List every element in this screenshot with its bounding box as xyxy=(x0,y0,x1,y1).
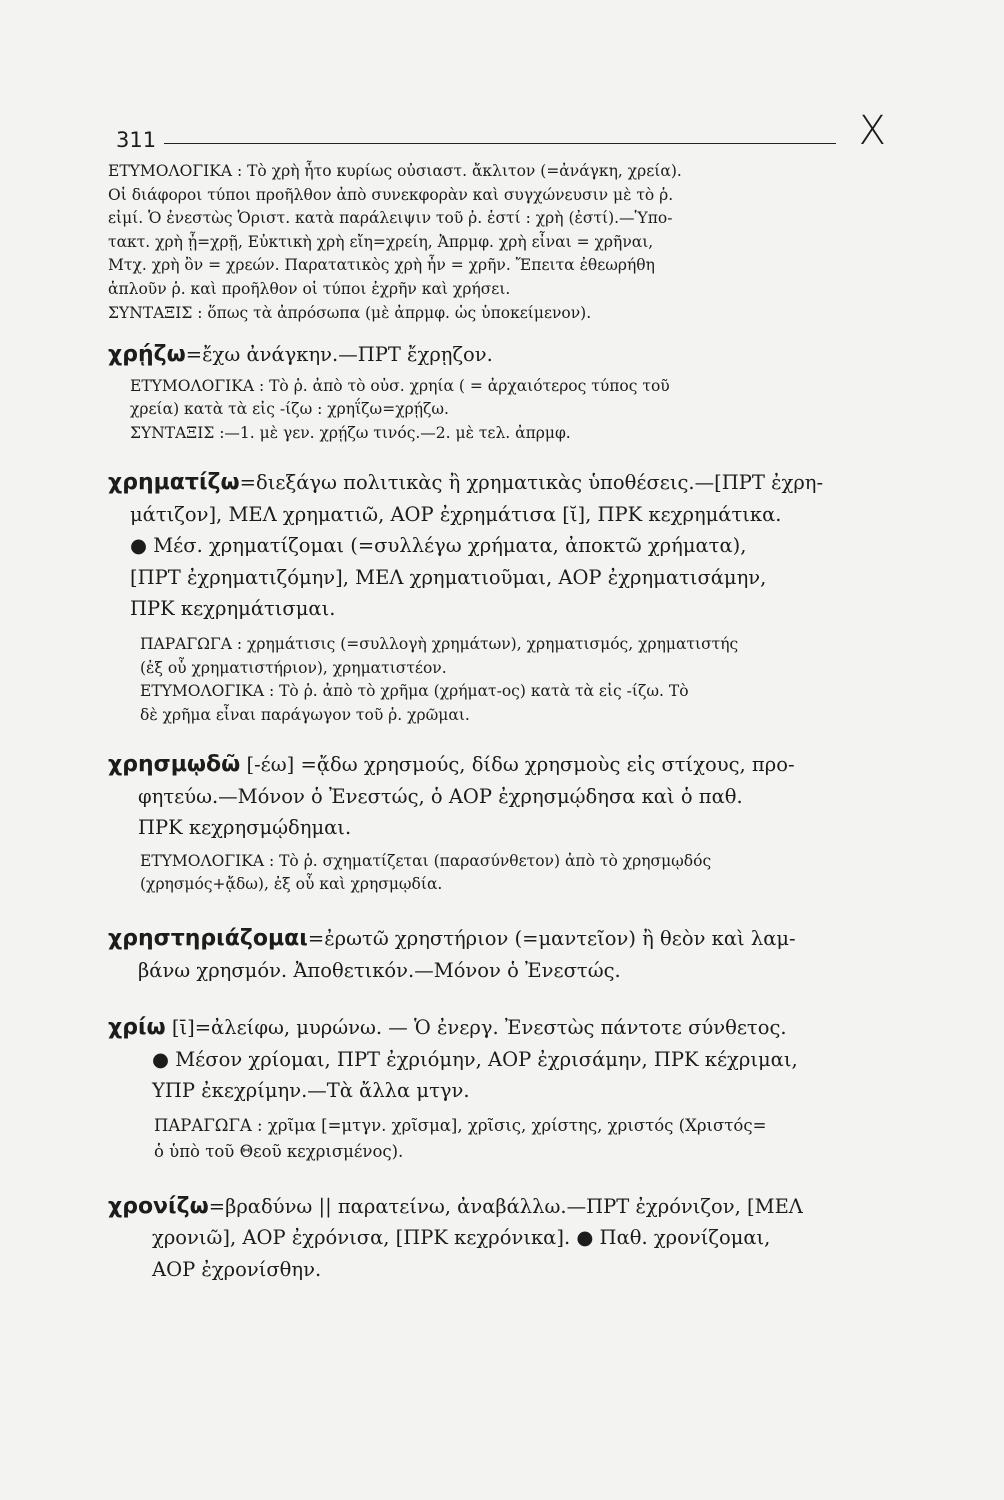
entry-main-line: [ΠΡΤ ἐχρηματιζόμην], ΜΕΛ χρηματιοῦμαι, ΑΟΡ ἐχρηματισάμην, xyxy=(130,565,767,589)
note-line: δὲ χρῆμα εἶναι παράγωγον τοῦ ῥ. χρῶμαι. xyxy=(140,705,470,724)
entry-main-line: χρονιῶ], ΑΟΡ ἐχρόνισα, [ΠΡΚ κεχρόνικα]. ● Παθ. χρονίζομαι, xyxy=(152,1226,771,1249)
entry-main-line: ΠΡΚ κεχρησμῴδημαι. xyxy=(138,816,352,840)
entry-main-line: χρίω [ῑ]=ἀλείφω, μυρώνω. — Ὁ ἐνεργ. Ἐνεστὼς πάντοτε σύνθετος. xyxy=(108,1015,787,1040)
entry-main-line: φητεύω.—Μόνον ὁ Ἐνεστώς, ὁ ΑΟΡ ἐχρησμῴδησα καὶ ὁ παθ. xyxy=(138,784,743,808)
entry-main-line: χρηστηριάζομαι=ἐρωτῶ χρηστήριον (=μαντεῖον) ἢ θεὸν καὶ λαμ- xyxy=(108,926,796,951)
entry-main-line: χρηματίζω=διεξάγω πολιτικὰς ἢ χρηματικὰς ὑποθέσεις.—[ΠΡΤ ἐχρη- xyxy=(108,470,824,496)
note-line: εἰμί. Ὁ ἐνεστὼς Ὁριστ. κατὰ παράλειψιν τοῦ ῥ. ἐστί : χρὴ (ἐστί).—Ὑπο- xyxy=(108,209,673,228)
note-line: ὁ ὑπὸ τοῦ Θεοῦ κεχρισμένος). xyxy=(154,1141,404,1161)
note-line: Οἱ διάφοροι τύποι προῆλθον ἀπὸ συνεκφορὰν καὶ συγχώνευσιν μὲ τὸ ῥ. xyxy=(108,185,674,204)
prev-entry-notes xyxy=(78,160,900,325)
note-line: (χρησμός+ᾄδω), ἐξ οὗ καὶ χρησμῳδία. xyxy=(140,875,443,894)
entry-main-line: χρῄζω=ἔχω ἀνάγκην.—ΠΡΤ ἔχρῃζον. xyxy=(108,342,493,368)
headword: χρησμῳδῶ xyxy=(108,752,241,778)
note-line: χρεία) κατὰ τὰ εἰς -ίζω : χρηΐζω=χρῄζω. xyxy=(130,400,449,419)
entry-main-line: ΠΡΚ κεχρημάτισμαι. xyxy=(130,597,336,621)
entry-chronizo xyxy=(108,1191,900,1286)
entry-chresteriazomai xyxy=(108,923,900,986)
entry-main-line: βάνω χρησμόν. Ἀποθετικόν.—Μόνον ὁ Ἐνεστώς. xyxy=(138,958,621,982)
entry-main-line: χρησμῳδῶ [-έω] =ᾄδω χρησμούς, δίδω χρησμοὺς εἰς στίχους, προ- xyxy=(108,752,795,778)
note-line: Μτχ. χρὴ ὂν = χρεών. Παρατατικὸς χρὴ ἦν = χρῆν. Ἔπειτα ἐθεωρήθη xyxy=(108,256,655,275)
entry-main-line: ΑΟΡ ἐχρονίσθην. xyxy=(152,1257,322,1281)
headword: χρῄζω xyxy=(108,342,186,368)
headword: χρηματίζω xyxy=(108,470,240,496)
note-line: ΣΥΝΤΑΞΙΣ :—1. μὲ γεν. χρῄζω τινός.—2. μὲ τελ. ἀπρμφ. xyxy=(130,423,571,442)
entry-chrematizo xyxy=(108,467,900,727)
note-line: ΕΤΥΜΟΛΟΓΙΚΑ : Τὸ ῥ. ἀπὸ τὸ οὐσ. χρηία ( = ἀρχαιότερος τύπος τοῦ xyxy=(130,376,670,395)
headword: χρηστηριάζομαι xyxy=(108,926,308,951)
note-line: ΕΤΥΜΟΛΟΓΙΚΑ : Τὸ χρὴ ἦτο κυρίως οὐσιαστ. ἄκλιτον (=ἀνάγκη, χρεία). xyxy=(108,162,682,180)
entry-main-line: ● Μέσ. χρηματίζομαι (=συλλέγω χρήματα, ἀποκτῶ χρήματα), xyxy=(130,534,747,558)
note-line: τακτ. χρὴ ᾖ=χρῇ, Εὐκτικὴ χρὴ εἴη=χρείη, Ἀπρμφ. χρὴ εἶναι = χρῆναι, xyxy=(108,232,654,251)
page-content xyxy=(108,160,900,1285)
note-line: ΕΤΥΜΟΛΟΓΙΚΑ : Τὸ ῥ. σχηματίζεται (παρασύνθετον) ἀπὸ τὸ χρησμῳδός xyxy=(140,851,712,870)
note-line: ΣΥΝΤΑΞΙΣ : ὅπως τὰ ἀπρόσωπα (μὲ ἀπρμφ. ὡς ὑποκείμενον). xyxy=(108,303,592,322)
note-line: ΠΑΡΑΓΩΓΑ : χρημάτισις (=συλλογὴ χρημάτων), χρηματισμός, χρηματιστής xyxy=(140,634,739,653)
section-letter: X xyxy=(858,108,886,154)
note-line: ἁπλοῦν ῥ. καὶ προῆλθον οἱ τύποι ἐχρῆν καὶ χρήσει. xyxy=(108,279,511,298)
entry-main-line: χρονίζω=βραδύνω || παρατείνω, ἀναβάλλω.—ΠΡΤ ἐχρόνιζον, [ΜΕΛ xyxy=(108,1193,803,1219)
entry-chrio xyxy=(108,1012,900,1165)
note-line: (ἐξ οὗ χρηματιστήριον), χρηματιστέον. xyxy=(140,658,447,677)
entry-main-line: μάτιζον], ΜΕΛ χρηματιῶ, ΑΟΡ ἐχρημάτισα [ῐ], ΠΡΚ κεχρημάτικα. xyxy=(130,502,782,526)
entry-chresmodo xyxy=(108,749,900,897)
entry-main-line: ΥΠΡ ἐκεχρίμην.—Τὰ ἄλλα μτγν. xyxy=(152,1079,470,1102)
note-line: ΠΑΡΑΓΩΓΑ : χρῖμα [=μτγν. χρῖσμα], χρῖσις, χρίστης, χριστός (Χριστός= xyxy=(154,1115,767,1135)
header-rule xyxy=(164,143,836,144)
note-line: ΕΤΥΜΟΛΟΓΙΚΑ : Τὸ ῥ. ἀπὸ τὸ χρῆμα (χρήματ-ος) κατὰ τὰ εἰς -ίζω. Τὸ xyxy=(140,682,689,701)
page-header xyxy=(116,108,886,154)
page-number: 311 xyxy=(116,128,157,152)
headword: χρονίζω xyxy=(108,1193,209,1219)
headword: χρίω xyxy=(108,1015,166,1040)
entry-main-line: ● Μέσον χρίομαι, ΠΡΤ ἐχριόμην, ΑΟΡ ἐχρισάμην, ΠΡΚ κέχριμαι, xyxy=(152,1047,798,1071)
entry-chrizo xyxy=(108,339,900,445)
